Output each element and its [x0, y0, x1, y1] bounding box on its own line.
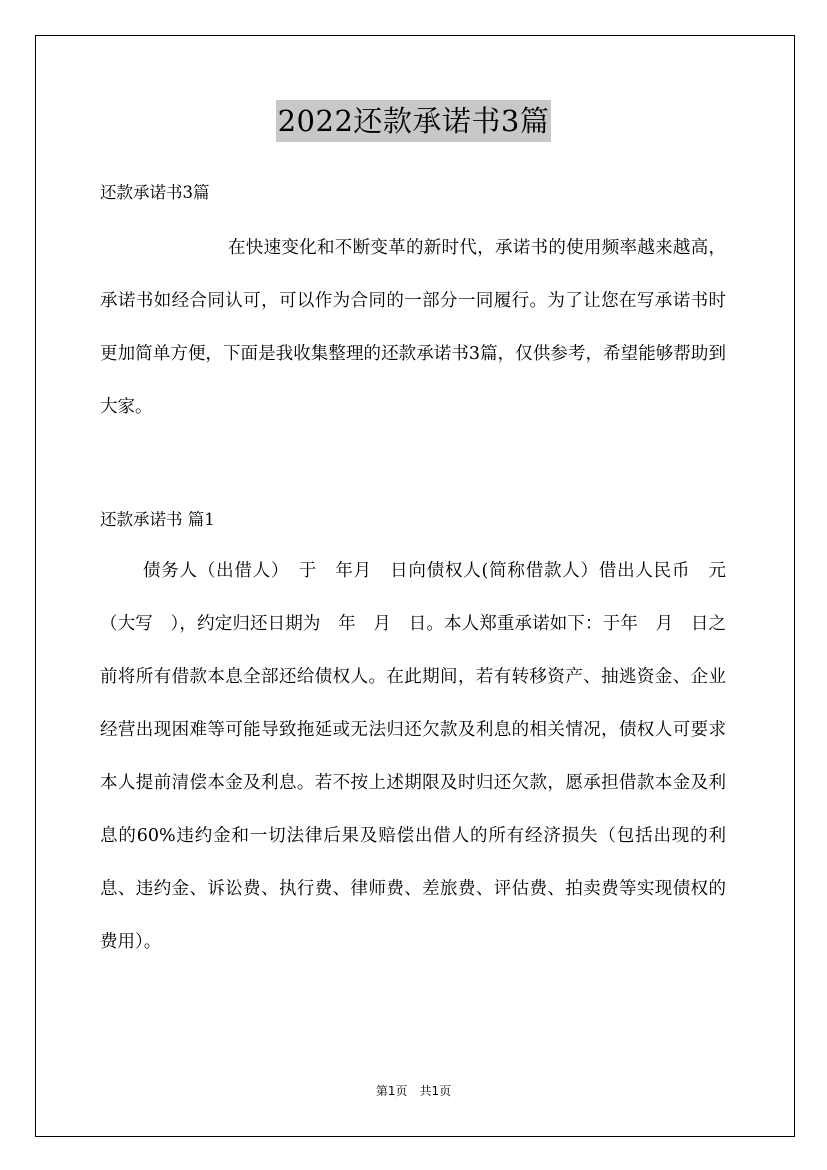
page-footer: 第1页 共1页: [375, 1084, 452, 1098]
section-body-paragraph: 债务人（出借人） 于 年月 日向债权人(简称借款人）借出人民币 元（大写 ），约定归还日期为 年 月 日。本人郑重承诺如下：于年 月 日之前将所有借款本息全部还给债权人。在此期间，若有转移资产、抽逃资金、企业经营出现困难等可能导致拖延或无法归还欠款及利息的相关情况，债权人可要求本人提前清偿本金及利息。若不按上述期限及时归还欠款，愿承担借款本金及利息的60%违约金和一切法律后果及赔偿出借人的所有经济损失（包括出现的利息、违约金、诉讼费、执行费、律师费、差旅费、评估费、拍卖费等实现债权的费用）。: [100, 561, 726, 952]
section-heading: 还款承诺书 篇1: [100, 510, 215, 529]
intro-paragraph: 在快速变化和不断变革的新时代，承诺书的使用频率越来越高，承诺书如经合同认可，可以作为合同的一部分一同履行。为了让您在写承诺书时更加简单方便，下面是我收集整理的还款承诺书3篇，仅供参考，希望能够帮助到大家。: [100, 238, 726, 417]
document-title-block: [0, 100, 827, 144]
document-title: 2022还款承诺书3篇: [276, 100, 552, 142]
document-subtitle: 还款承诺书3篇: [100, 183, 210, 202]
